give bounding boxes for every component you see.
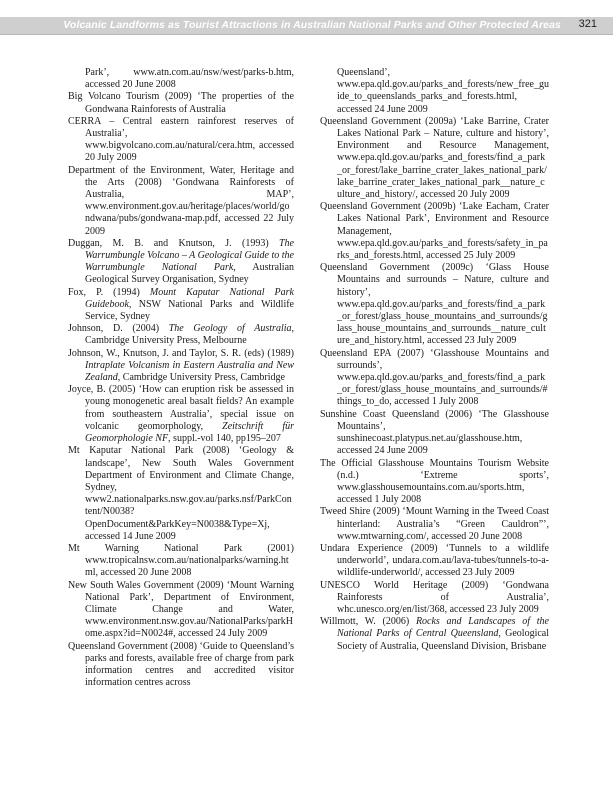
reference-text: Queensland Government (2008) ‘Guide to Queensland’s parks and forests, available free of charge from park information centres and accredited visitor information centres across xyxy=(68,640,294,689)
reference-text: , Cambridge University Press, Melbourne xyxy=(85,323,294,347)
reference-text: Park’, www.atn.com.au/nsw/west/parks-b.htm, accessed 20 June 2008 xyxy=(85,67,294,91)
reference-text: Queensland EPA (2007) ‘Glasshouse Mountains and surrounds’, www.epa.qld.gov.au/parks_and_forests/find_a_park_or_forest/glass_house_mountains_and_surrounds/#things_to_do, accessed 1 July 2008 xyxy=(320,347,549,408)
reference-text: Big Volcano Tourism (2009) ‘The properties of the Gondwana Rainforests of Australia xyxy=(68,91,294,115)
running-title: Volcanic Landforms as Tourist Attractions in Australian National Parks and Other Protected Areas xyxy=(63,19,561,31)
reference-title-italic: The Geology of Australia xyxy=(168,323,292,335)
reference-text: , Australian Geological Survey Organisation, Sydney xyxy=(85,262,295,286)
reference-text: Undara Experience (2009) ‘Tunnels to a wildlife underworld’, undara.com.au/lava-tubes/tunnels-to-a-wildlife-underworld/, accessed 23 July 2009 xyxy=(320,542,549,579)
reference-text: , suppl.-vol 140, pp195–207 xyxy=(168,433,281,445)
reference-entry xyxy=(320,116,549,201)
reference-entry xyxy=(320,409,549,458)
references-left-column xyxy=(68,67,294,689)
reference-text: , NSW National Parks and Wildlife Service, Sydney xyxy=(85,298,294,323)
reference-text: Queensland Government (2009c) ‘Glass House Mountains and surrounds – Nature, culture and history’, www.epa.qld.gov.au/parks_and_forests/find_a_park_or_forest/glass_house_mountains_and_surrounds/glass_house_mountains_and_surrounds__nature_culture_and_history.html, accessed 23 July 2009 xyxy=(320,262,549,347)
reference-entry xyxy=(320,348,549,409)
reference-title-italic: Intraplate Volcanism in Eastern Australia and New Zealand xyxy=(85,359,294,384)
reference-entry xyxy=(320,201,549,262)
reference-text: Duggan, M. B. and Knutson, J. (1993) xyxy=(68,237,279,249)
reference-entry xyxy=(68,543,294,580)
reference-entry xyxy=(320,506,549,543)
reference-text: Johnson, D. (2004) xyxy=(68,323,169,335)
reference-text: Queensland Government (2009b) ‘Lake Eacham, Crater Lakes National Park’, Environment and Resource Management, www.epa.qld.gov.au/parks_and_forests/safety_in_parks_and_forests.html, accessed 25 July 2009 xyxy=(320,201,549,262)
reference-text: CERRA – Central eastern rainforest reserves of Australia’, www.bigvolcano.com.au/natural/cera.htm, accessed 20 July 2009 xyxy=(68,115,294,164)
reference-entry xyxy=(68,384,294,445)
reference-text: Mt Warning National Park (2001) www.tropicalnsw.com.au/nationalparks/warning.html, accessed 20 June 2008 xyxy=(68,542,294,579)
reference-text: UNESCO World Heritage (2009) ‘Gondwana Rainforests of Australia’, whc.unesco.org/en/list/368, accessed 23 July 2009 xyxy=(320,579,549,615)
reference-title-italic: Mount Kaputar National Park Guidebook xyxy=(85,286,294,310)
reference-entry xyxy=(68,238,294,287)
reference-entry xyxy=(68,580,294,641)
reference-entry xyxy=(68,116,294,165)
reference-entry xyxy=(68,67,294,91)
page-number: 321 xyxy=(578,18,597,30)
reference-text: The Official Glasshouse Mountains Tourism Website (n.d.) ‘Extreme sports’, www.glasshousemountains.com.au/sports.htm, accessed 1 July 2008 xyxy=(320,457,549,506)
reference-text: , Geological Society of Australia, Queensland Division, Brisbane xyxy=(337,628,549,652)
references-right-column xyxy=(320,67,549,653)
reference-title-italic: Zeitschrift für Geomorphologie NF xyxy=(85,420,294,445)
reference-text: Johnson, W., Knutson, J. and Taylor, S. R. (eds) (1989) xyxy=(68,347,294,359)
reference-entry xyxy=(320,458,549,507)
reference-entry xyxy=(320,262,549,347)
reference-text: New South Wales Government (2009) ‘Mount Warning National Park’, Department of Environment, Climate Change and Water, www.environment.nsw.gov.au/NationalParks/parkHome.aspx?id=N0024#, accessed 24 July 2009 xyxy=(68,579,294,640)
reference-text: Queensland Government (2009a) ‘Lake Barrine, Crater Lakes National Park – Nature, culture and history’, Environment and Resource Management, www.epa.qld.gov.au/parks_and_forests/find_a_park_or_forest/lake_barrine_crater_lakes_national_park/lake_barrine_crater_lakes_national_park__nature_culture_and_history/, accessed 20 July 2009 xyxy=(320,115,549,201)
reference-entry xyxy=(320,67,549,116)
reference-title-italic: The Warrumbungle Volcano – A Geological Guide to the Warrumbungle National Park xyxy=(85,237,294,274)
reference-entry xyxy=(320,580,549,617)
reference-entry xyxy=(68,165,294,238)
reference-entry xyxy=(68,323,294,347)
reference-entry xyxy=(68,445,294,543)
reference-text: Fox, P. (1994) xyxy=(68,286,150,298)
reference-title-italic: Rocks and Landscapes of the National Parks of Central Queensland xyxy=(337,616,549,640)
reference-text: Mt Kaputar National Park (2008) ‘Geology & landscape’, New South Wales Government Department of Environment and Climate Change, Sydney, www2.nationalparks.nsw.gov.au/parks.nsf/ParkContent/N0038?OpenDocument&ParkKey=N0038&Type=Xj, accessed 14 June 2009 xyxy=(68,445,294,542)
reference-entry xyxy=(320,543,549,580)
reference-text: Department of the Environment, Water, Heritage and the Arts (2008) ‘Gondwana Rainforests of Australia, MAP’, www.environment.gov.au/heritage/places/world/gondwana/pubs/gondwana-map.pdf, accessed 22 July 2009 xyxy=(68,164,294,237)
reference-text: Queensland’, www.epa.qld.gov.au/parks_and_forests/new_free_guide_to_queenslands_parks_and_forests.html, accessed 24 June 2009 xyxy=(337,67,549,115)
reference-entry xyxy=(68,348,294,385)
reference-text: , Cambridge University Press, Cambridge xyxy=(117,372,285,384)
reference-text: Sunshine Coast Queensland (2006) ‘The Glasshouse Mountains’, sunshinecoast.platypus.net.au/glasshouse.htm, accessed 24 June 2009 xyxy=(320,408,549,457)
reference-entry xyxy=(320,616,549,653)
reference-entry xyxy=(68,287,294,324)
reference-entry xyxy=(68,641,294,690)
reference-entry xyxy=(68,91,294,115)
reference-text: Willmott, W. (2006) xyxy=(320,616,416,628)
reference-text: Tweed Shire (2009) ‘Mount Warning in the Tweed Coast hinterland: Australia’s “Green Cauldron”’, www.mtwarning.com/, accessed 20 June 2008 xyxy=(320,506,549,542)
reference-text: Joyce, B. (2005) ‘How can eruption risk be assessed in young monogenetic areal basalt fields? An example from southeastern Australia’, special issue on volcanic geomorphology, xyxy=(68,384,294,432)
